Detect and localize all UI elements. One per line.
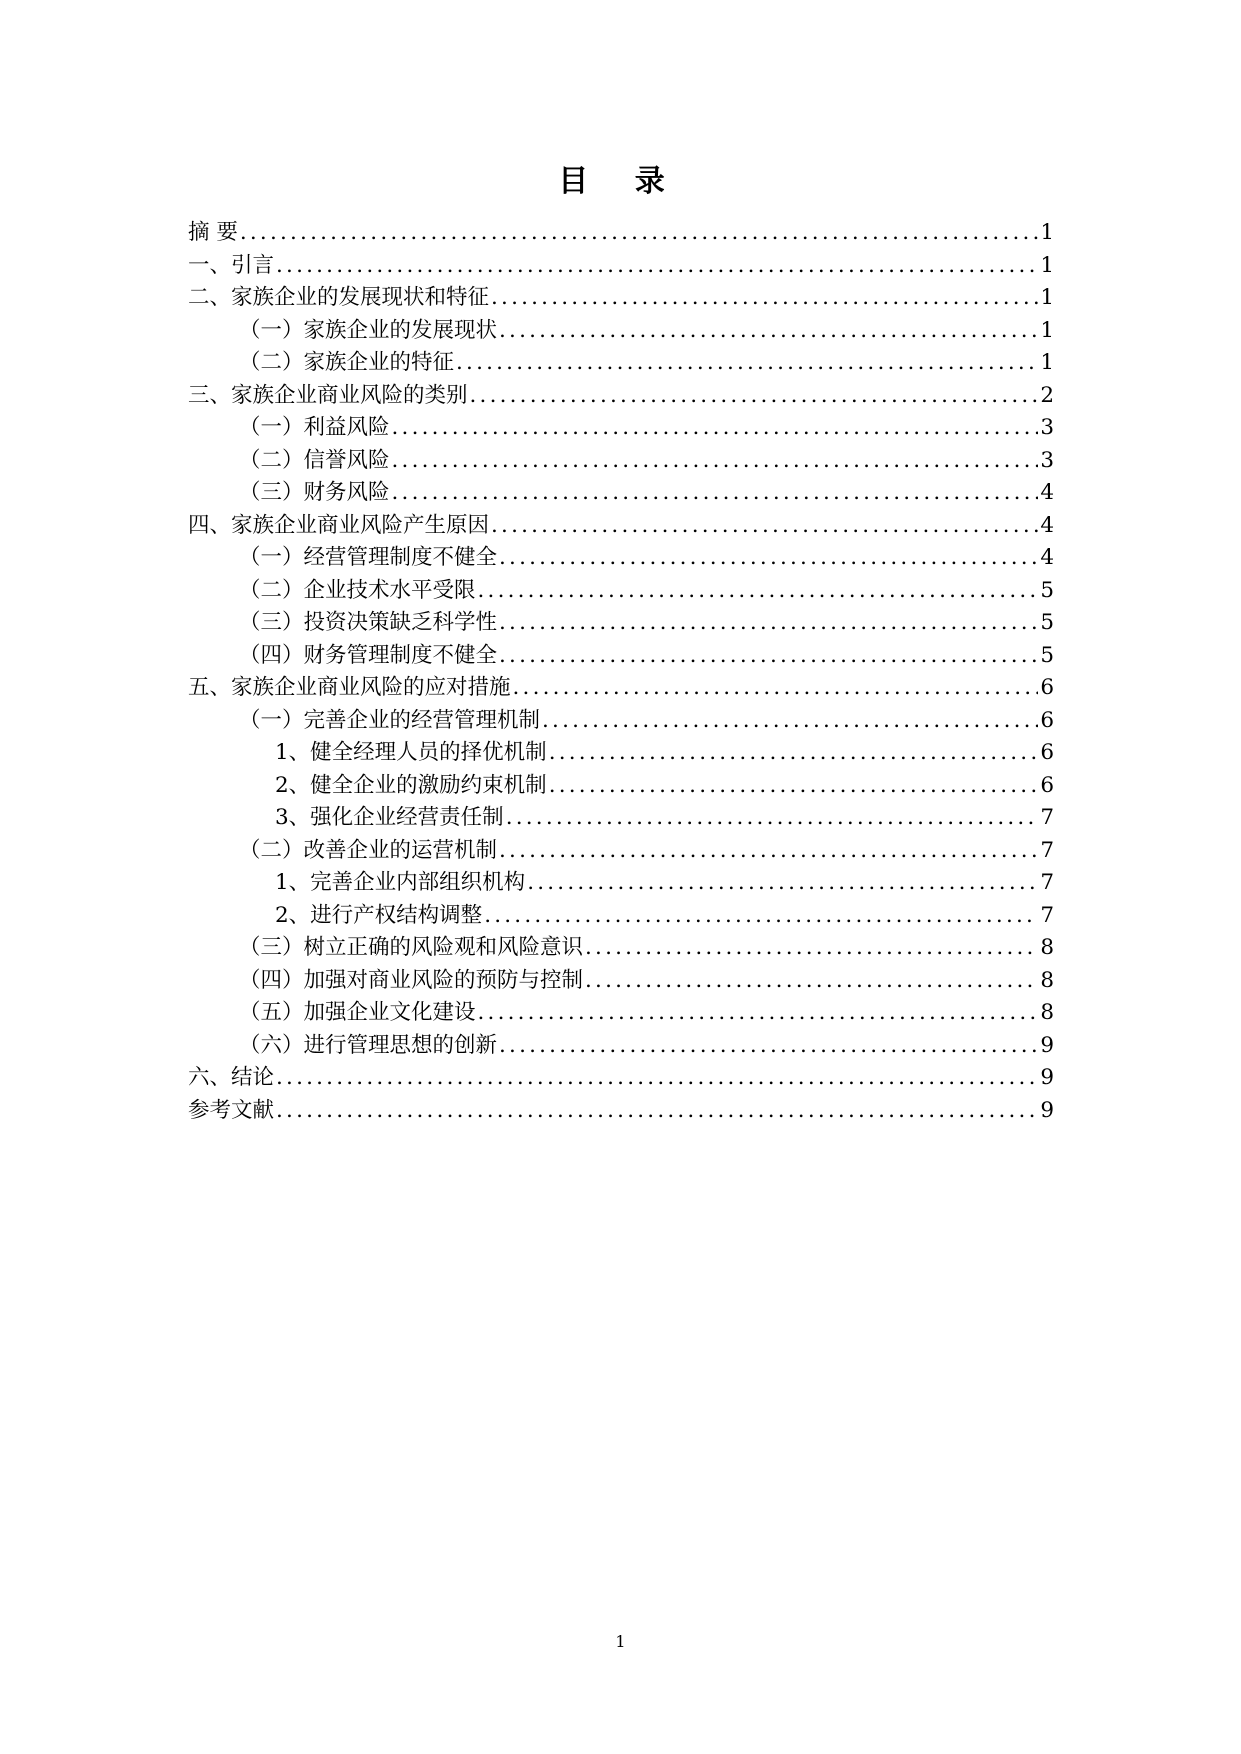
toc-dot-leader <box>499 607 1038 640</box>
toc-entry-label: （一）完善企业的经营管理机制 <box>239 707 541 733</box>
toc-entry-label: （一）经营管理制度不健全 <box>239 545 498 570</box>
toc-dot-leader <box>585 932 1038 965</box>
toc-entry[interactable] <box>188 510 1054 543</box>
toc-entry[interactable] <box>188 542 1054 575</box>
toc-entry-label: 1、完善企业内部组织机构 <box>275 870 526 895</box>
toc-entry[interactable] <box>188 250 1054 283</box>
toc-entry-label: （四）加强对商业风险的预防与控制 <box>239 967 584 993</box>
toc-entry[interactable] <box>188 705 1054 738</box>
toc-dot-leader <box>499 315 1038 348</box>
toc-dot-leader <box>513 672 1039 705</box>
toc-entry-page: 8 <box>1040 1000 1054 1025</box>
toc-entry-label: 一、引言 <box>188 252 275 278</box>
toc-dot-leader <box>585 965 1038 998</box>
toc-entry-label: 三、家族企业商业风险的类别 <box>188 382 468 408</box>
toc-dot-leader <box>478 575 1039 608</box>
toc-entry-label: 1、健全经理人员的择优机制 <box>275 740 547 765</box>
toc-entry[interactable] <box>188 932 1054 965</box>
table-of-contents <box>188 217 1054 1127</box>
toc-entry-page: 7 <box>1040 805 1054 830</box>
toc-dot-leader <box>276 1062 1038 1095</box>
toc-entry-page: 6 <box>1040 772 1054 798</box>
toc-entry-label: 五、家族企业商业风险的应对措施 <box>188 675 511 700</box>
toc-dot-leader <box>506 802 1039 835</box>
toc-entry[interactable] <box>188 575 1054 608</box>
toc-entry-page: 1 <box>1040 285 1054 310</box>
toc-entry-label: 3、强化企业经营责任制 <box>275 805 504 830</box>
toc-entry-label: 2、进行产权结构调整 <box>275 902 483 928</box>
toc-entry-page: 9 <box>1040 1032 1054 1058</box>
page-number: 1 <box>615 1632 626 1651</box>
toc-dot-leader <box>499 835 1038 868</box>
toc-dot-leader <box>240 217 1038 250</box>
toc-entry-page: 5 <box>1040 577 1054 603</box>
toc-dot-leader <box>499 640 1038 673</box>
toc-dot-leader <box>499 1030 1038 1063</box>
toc-entry-label: 参考文献 <box>188 1097 275 1123</box>
toc-entry[interactable] <box>188 867 1054 900</box>
toc-entry-page: 1 <box>1040 220 1054 245</box>
toc-entry-label: 二、家族企业的发展现状和特征 <box>188 285 490 310</box>
toc-entry-page: 6 <box>1040 675 1054 700</box>
toc-entry-page: 4 <box>1040 480 1054 505</box>
toc-dot-leader <box>549 770 1039 803</box>
toc-entry-label: （三）财务风险 <box>239 480 390 505</box>
toc-entry[interactable] <box>188 412 1054 445</box>
toc-entry-page: 1 <box>1040 252 1054 278</box>
toc-entry-label: 2、健全企业的激励约束机制 <box>275 772 547 798</box>
toc-entry-label: （二）信誉风险 <box>239 447 390 473</box>
toc-entry-label: （一）利益风险 <box>239 415 390 440</box>
toc-entry-page: 6 <box>1040 707 1054 733</box>
toc-entry-label: （二）改善企业的运营机制 <box>239 837 498 863</box>
toc-entry[interactable] <box>188 282 1054 315</box>
toc-entry-label: （三）投资决策缺乏科学性 <box>239 610 498 635</box>
toc-entry[interactable] <box>188 217 1054 250</box>
toc-entry-page: 7 <box>1040 902 1054 928</box>
toc-entry[interactable] <box>188 380 1054 413</box>
toc-dot-leader <box>392 412 1039 445</box>
toc-entry[interactable] <box>188 640 1054 673</box>
toc-entry-label: （三）树立正确的风险观和风险意识 <box>239 935 584 960</box>
toc-dot-leader <box>392 477 1039 510</box>
toc-entry-page: 4 <box>1040 545 1054 570</box>
toc-entry[interactable] <box>188 1030 1054 1063</box>
toc-entry-page: 1 <box>1040 317 1054 343</box>
toc-entry-label: （五）加强企业文化建设 <box>239 1000 476 1025</box>
toc-entry[interactable] <box>188 965 1054 998</box>
toc-entry[interactable] <box>188 997 1054 1030</box>
toc-entry-page: 5 <box>1040 610 1054 635</box>
toc-entry[interactable] <box>188 802 1054 835</box>
toc-entry[interactable] <box>188 1095 1054 1128</box>
toc-entry-page: 4 <box>1040 512 1054 538</box>
toc-dot-leader <box>549 737 1039 770</box>
toc-entry-page: 3 <box>1040 447 1054 473</box>
toc-entry-page: 1 <box>1040 350 1054 375</box>
toc-dot-leader <box>527 867 1038 900</box>
toc-entry-label: （二）家族企业的特征 <box>239 350 455 375</box>
toc-entry-page: 3 <box>1040 415 1054 440</box>
toc-entry[interactable] <box>188 477 1054 510</box>
toc-entry[interactable] <box>188 737 1054 770</box>
toc-entry-label: （一）家族企业的发展现状 <box>239 317 498 343</box>
toc-entry-page: 9 <box>1040 1097 1054 1123</box>
toc-dot-leader <box>542 705 1038 738</box>
toc-entry[interactable] <box>188 347 1054 380</box>
toc-entry-page: 2 <box>1040 382 1054 408</box>
toc-entry-label: 六、结论 <box>188 1065 275 1090</box>
toc-entry-label: 摘 要 <box>188 220 238 245</box>
toc-entry-page: 6 <box>1040 740 1054 765</box>
toc-entry[interactable] <box>188 770 1054 803</box>
toc-dot-leader <box>276 1095 1038 1128</box>
toc-entry-page: 5 <box>1040 642 1054 668</box>
toc-dot-leader <box>491 510 1038 543</box>
toc-dot-leader <box>491 282 1038 315</box>
toc-entry-page: 7 <box>1040 837 1054 863</box>
toc-entry-label: 四、家族企业商业风险产生原因 <box>188 512 490 538</box>
toc-entry[interactable] <box>188 1062 1054 1095</box>
toc-entry[interactable] <box>188 900 1054 933</box>
toc-entry-label: （六）进行管理思想的创新 <box>239 1032 498 1058</box>
toc-dot-leader <box>470 380 1039 413</box>
toc-dot-leader <box>276 250 1038 283</box>
toc-entry-label: （四）财务管理制度不健全 <box>239 642 498 668</box>
toc-entry[interactable] <box>188 835 1054 868</box>
toc-dot-leader <box>499 542 1038 575</box>
toc-dot-leader <box>456 347 1038 380</box>
toc-entry[interactable] <box>188 315 1054 348</box>
page-title: 目 录 <box>558 164 683 199</box>
toc-entry[interactable] <box>188 607 1054 640</box>
toc-entry-page: 8 <box>1040 935 1054 960</box>
toc-entry-page: 7 <box>1040 870 1054 895</box>
toc-entry-page: 9 <box>1040 1065 1054 1090</box>
toc-dot-leader <box>484 900 1038 933</box>
toc-entry[interactable] <box>188 672 1054 705</box>
toc-dot-leader <box>478 997 1039 1030</box>
toc-entry-label: （二）企业技术水平受限 <box>239 577 476 603</box>
toc-entry[interactable] <box>188 445 1054 478</box>
toc-dot-leader <box>392 445 1039 478</box>
toc-entry-page: 8 <box>1040 967 1054 993</box>
